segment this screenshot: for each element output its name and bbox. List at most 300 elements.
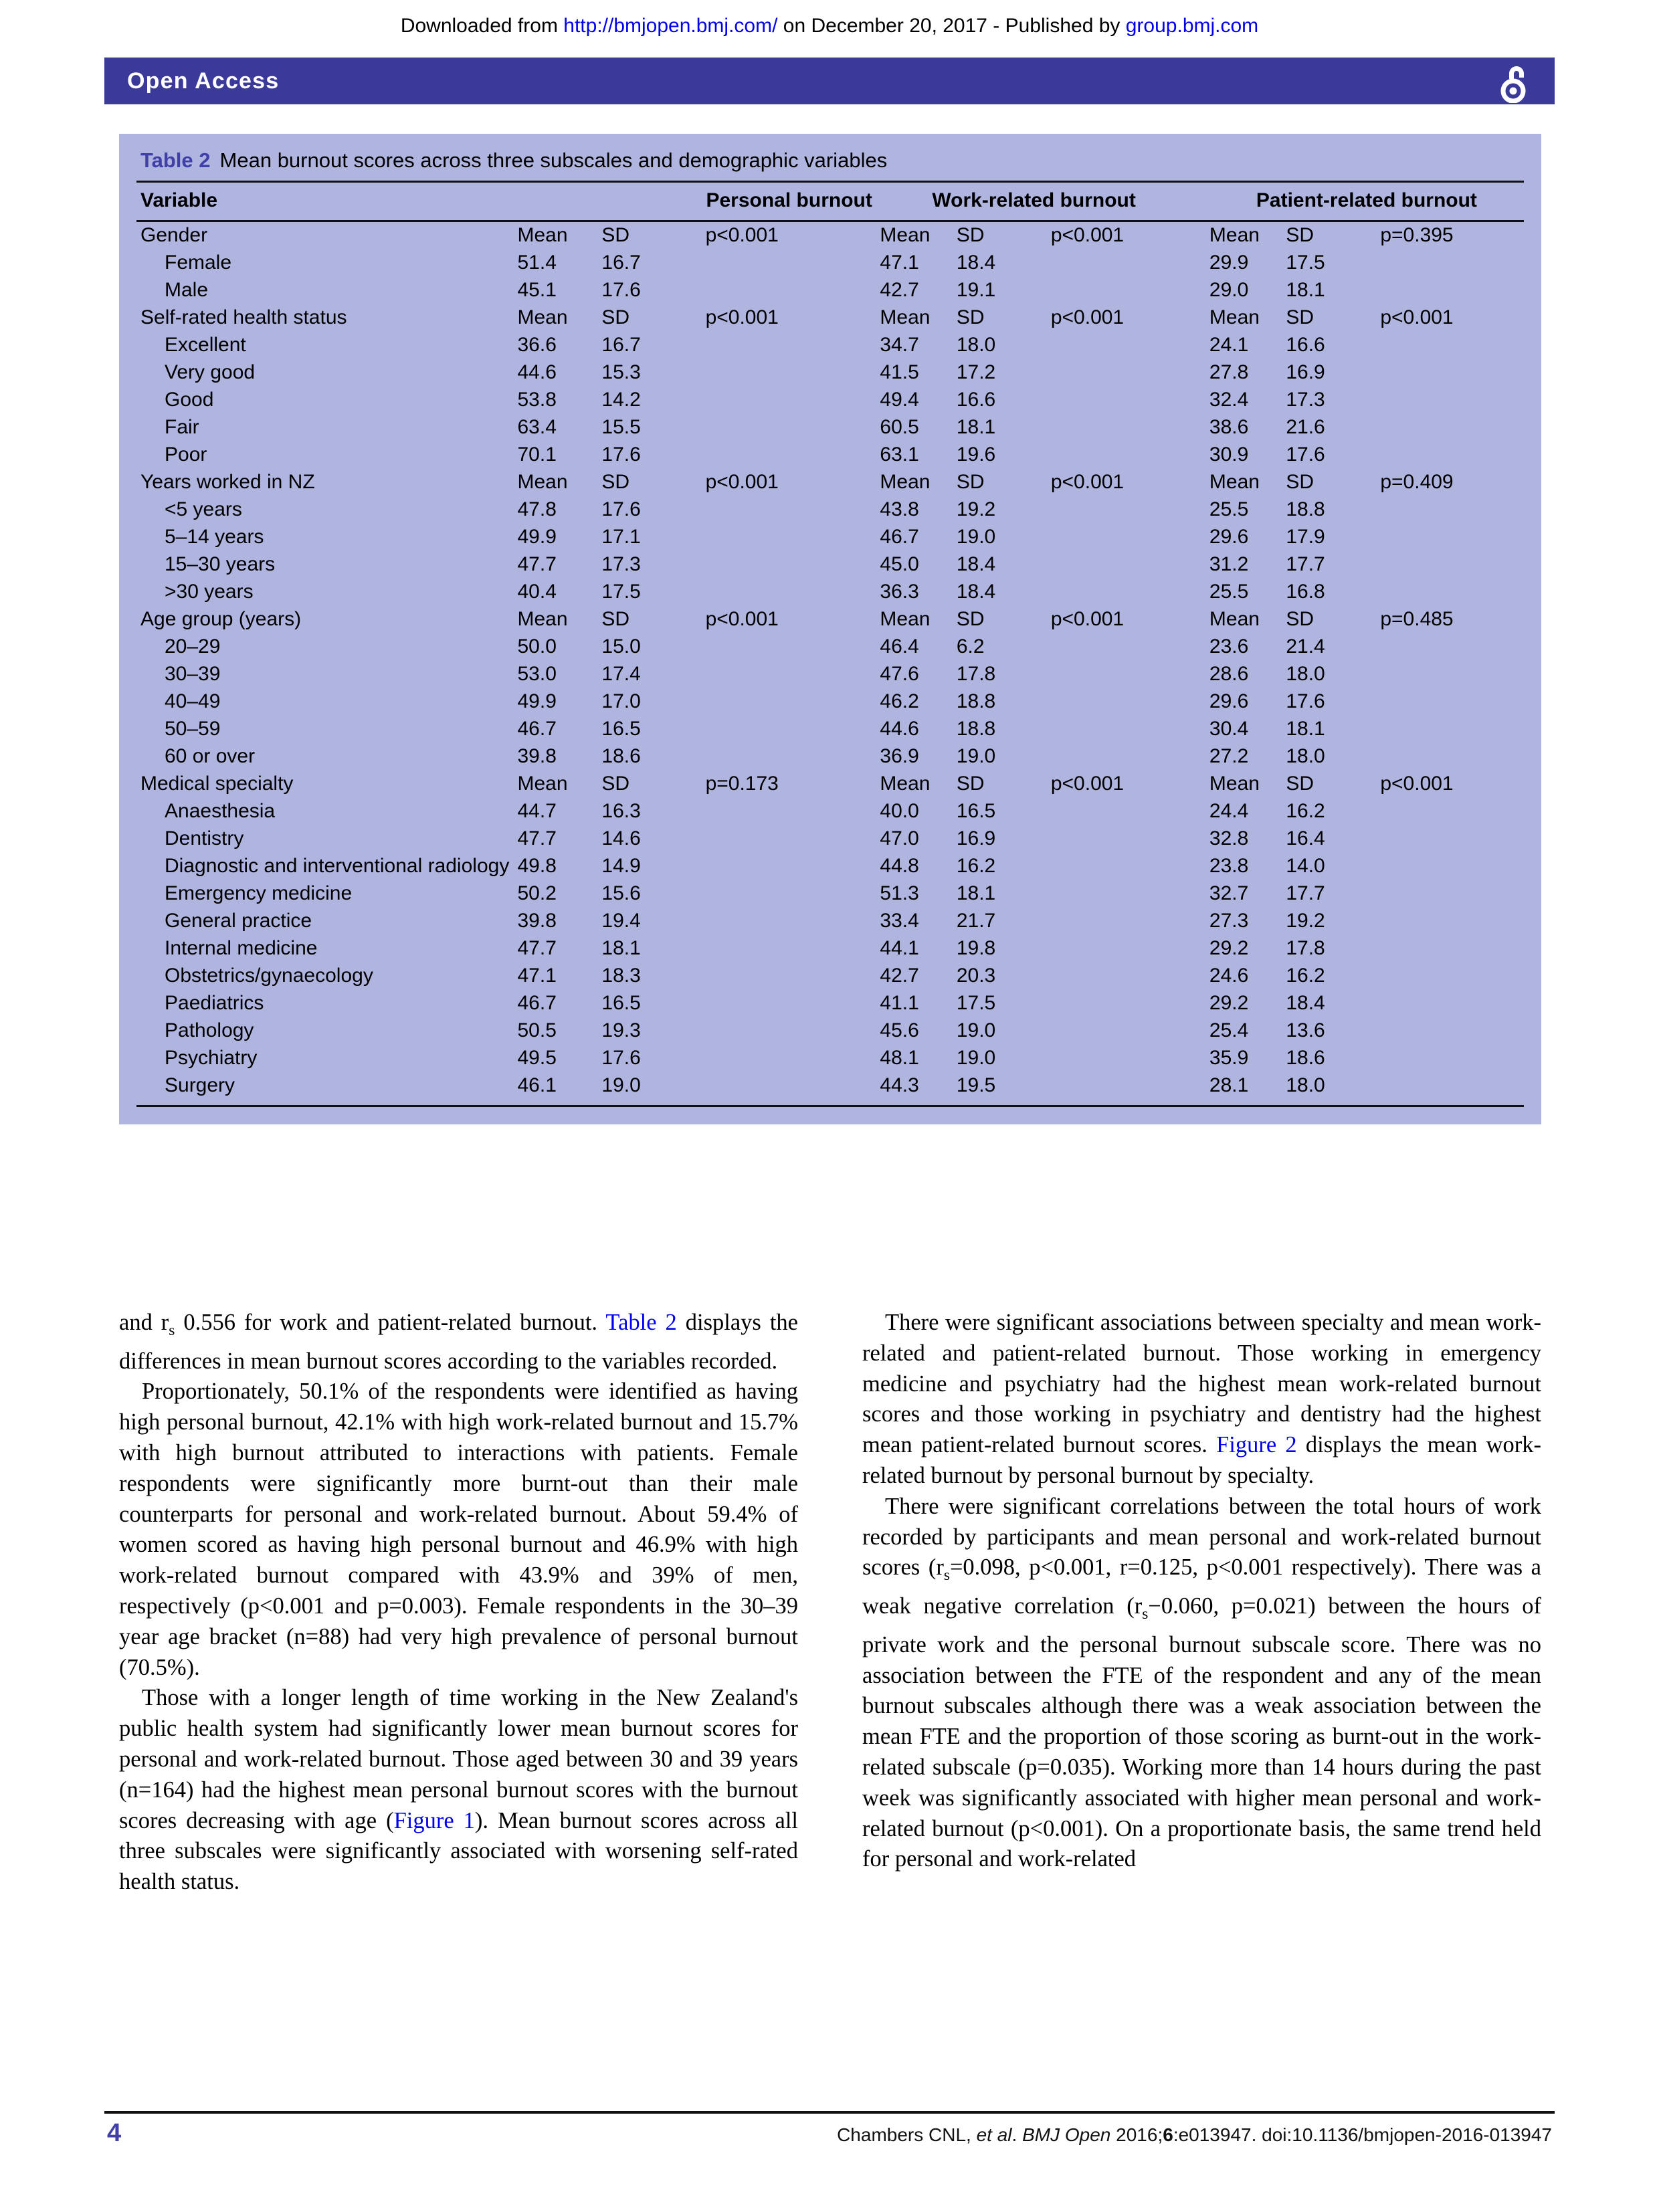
- cell-p: [706, 1045, 880, 1072]
- cell-sd3: 17.6: [1286, 690, 1325, 712]
- table-group-row: [136, 771, 1524, 798]
- cell-sd3: 16.9: [1286, 361, 1325, 383]
- cell-sd: 16.7: [601, 334, 641, 356]
- table-row: [136, 359, 1524, 387]
- cell-sd3: 18.0: [1286, 663, 1325, 685]
- cell-m3: 29.0: [1209, 279, 1249, 301]
- cell-m3: Mean: [1209, 471, 1260, 493]
- cell-p3: [1380, 880, 1524, 908]
- cell-sd2: 17.8: [956, 663, 996, 685]
- cell-p2: [1051, 414, 1209, 441]
- cell-p3: p=0.395: [1380, 224, 1454, 246]
- cell-m2: Mean: [880, 471, 931, 493]
- cell-p2: [1051, 1017, 1209, 1045]
- col-header-patient-related-burnout: Patient-related burnout: [1209, 182, 1524, 221]
- burnout-scores-table: [136, 181, 1524, 1107]
- table-row: [136, 908, 1524, 935]
- cell-m: 53.8: [517, 389, 557, 411]
- cell-p2: [1051, 661, 1209, 688]
- cell-sd3: 17.9: [1286, 526, 1325, 548]
- cell-m2: 46.4: [880, 635, 919, 658]
- cell-sd3: 17.7: [1286, 553, 1325, 575]
- cell-p3: [1380, 798, 1524, 825]
- cell-sd3: 17.7: [1286, 882, 1325, 904]
- cell-sd3: 17.6: [1286, 443, 1325, 466]
- table-caption: [136, 148, 1524, 181]
- cell-p2: [1051, 716, 1209, 743]
- cell-p: p<0.001: [705, 471, 779, 493]
- cell-sd3: 17.3: [1286, 389, 1325, 411]
- cell-p2: [1051, 880, 1209, 908]
- paragraph-continuation: [119, 1308, 798, 1377]
- table-row: [136, 880, 1524, 908]
- cell-sd3: 18.8: [1286, 498, 1325, 520]
- footer-divider: [104, 2111, 1555, 2114]
- cell-m2: Mean: [880, 608, 931, 630]
- table-row: [136, 633, 1524, 661]
- cell-sd3: SD: [1286, 471, 1314, 493]
- cell-m3: 25.5: [1209, 581, 1249, 603]
- cell-p: p=0.173: [705, 773, 779, 795]
- table-row: [136, 716, 1524, 743]
- row-label: 30–39: [165, 663, 221, 685]
- download-banner-prefix: Downloaded from: [400, 15, 564, 37]
- cell-m2: 47.6: [880, 663, 919, 685]
- cell-p: [706, 524, 880, 551]
- cell-p: [706, 249, 880, 277]
- cell-m2: 51.3: [880, 882, 919, 904]
- cell-p: p<0.001: [705, 608, 779, 630]
- cell-sd2: 19.0: [956, 526, 996, 548]
- cell-sd: 17.6: [601, 279, 641, 301]
- cell-m: 49.9: [517, 690, 557, 712]
- table-group-row: [136, 606, 1524, 633]
- cell-m2: 47.1: [880, 252, 919, 274]
- table-row: [136, 963, 1524, 990]
- p1-part-b: 0.556 for work and patient-related burnout.: [175, 1310, 606, 1335]
- cell-m: 36.6: [517, 334, 557, 356]
- cell-m2: 42.7: [880, 279, 919, 301]
- cell-p: [706, 853, 880, 880]
- bmjopen-link[interactable]: http://bmjopen.bmj.com/: [563, 15, 778, 37]
- cell-sd2: 18.8: [956, 718, 996, 740]
- cell-sd: SD: [601, 306, 630, 328]
- cell-m3: 29.9: [1209, 252, 1249, 274]
- open-padlock-icon: [1500, 62, 1537, 103]
- cell-m2: 44.1: [880, 937, 919, 959]
- cell-sd: 17.0: [601, 690, 641, 712]
- cell-m: Mean: [517, 306, 568, 328]
- row-label: <5 years: [165, 498, 242, 520]
- cell-sd2: 16.9: [956, 827, 996, 849]
- table-row: [136, 387, 1524, 414]
- cell-p: [706, 332, 880, 359]
- cell-sd3: 16.2: [1286, 965, 1325, 987]
- cell-sd: 15.6: [601, 882, 641, 904]
- col-header-variable: Variable: [136, 182, 517, 221]
- cell-p2: p<0.001: [1050, 306, 1125, 328]
- table-caption-text: Mean burnout scores across three subscales and demographic variables: [219, 148, 888, 172]
- table-group-row: [136, 469, 1524, 496]
- cell-m2: 41.5: [880, 361, 919, 383]
- right-text-column: [862, 1308, 1541, 1875]
- row-label: Diagnostic and interventional radiology: [165, 855, 510, 877]
- cell-p3: [1380, 716, 1524, 743]
- cell-m2: 42.7: [880, 965, 919, 987]
- cell-p3: [1380, 249, 1524, 277]
- row-label: Surgery: [136, 1072, 517, 1106]
- table-row: [136, 743, 1524, 771]
- cell-sd3: SD: [1286, 608, 1314, 630]
- cell-sd3: 19.2: [1286, 910, 1325, 932]
- table-2-reference-link[interactable]: Table 2: [605, 1310, 677, 1335]
- cell-m: 39.8: [517, 910, 557, 932]
- cell-p2: [1051, 825, 1209, 853]
- cell-p3: [1380, 908, 1524, 935]
- cell-p3: p<0.001: [1380, 306, 1454, 328]
- cell-p2: [1051, 496, 1209, 524]
- cell-m2: 33.4: [880, 910, 919, 932]
- table-row: [136, 798, 1524, 825]
- table-row: [136, 441, 1524, 469]
- cell-m: 50.2: [517, 882, 557, 904]
- cell-p: [706, 880, 880, 908]
- cell-m2: 40.0: [880, 800, 919, 822]
- table-head: [136, 182, 1524, 221]
- cell-m3: 24.6: [1209, 965, 1249, 987]
- cell-m3: 28.6: [1209, 663, 1249, 685]
- row-label: Very good: [165, 361, 256, 383]
- cell-m2: 45.0: [880, 553, 919, 575]
- cell-m3: 27.2: [1209, 745, 1249, 767]
- cell-m: 40.4: [517, 581, 557, 603]
- r1-part-b: displays the mean work-related burnout by personal burnout by specialty.: [862, 1432, 1542, 1488]
- cell-p3: [1380, 277, 1524, 304]
- cell-m2: 41.1: [880, 992, 919, 1014]
- cell-sd2: 19.0: [956, 745, 996, 767]
- cell-m3: 31.2: [1209, 553, 1249, 575]
- cell-p2: [1051, 743, 1209, 771]
- cell-sd2: 16.6: [956, 389, 996, 411]
- open-access-bar: [104, 58, 1555, 104]
- cell-p3: [1380, 743, 1524, 771]
- cell-sd: 18.1: [601, 937, 641, 959]
- cell-m2: 44.6: [880, 718, 919, 740]
- row-label: >30 years: [165, 581, 254, 603]
- cell-sd: SD: [601, 608, 630, 630]
- cell-p2: [1051, 935, 1209, 963]
- cell-p: [706, 551, 880, 579]
- cell-sd: 17.6: [601, 498, 641, 520]
- cell-sd3: 21.6: [1286, 416, 1325, 438]
- table-row: [136, 990, 1524, 1017]
- cell-m3: Mean: [1209, 773, 1260, 795]
- table-row: [136, 1072, 1524, 1106]
- cell-sd2: SD: [956, 224, 985, 246]
- p3-part-a: Those with a longer length of time working in the New Zealand's public health system had significantly lower mean burnout scores for personal and work-related burnout. Those aged between 30 and 39 years (n=164) had the highest mean personal burnout scores with the burnout scores decreasing with age (: [119, 1685, 798, 1833]
- citation-sep: .: [1011, 2124, 1023, 2145]
- cell-m2: 44.8: [880, 855, 919, 877]
- row-label: 15–30 years: [165, 553, 276, 575]
- cell-sd3: 13.6: [1286, 1019, 1325, 1041]
- cell-sd2: 19.5: [957, 1072, 1051, 1106]
- cell-sd3: 16.8: [1286, 581, 1325, 603]
- cell-p: [706, 1072, 880, 1106]
- citation-etal: et al: [976, 2124, 1012, 2145]
- cell-m3: 32.8: [1209, 827, 1249, 849]
- cell-p: [706, 908, 880, 935]
- cell-sd3: 18.0: [1286, 1072, 1380, 1106]
- cell-p2: [1051, 990, 1209, 1017]
- citation-journal: BMJ Open: [1022, 2124, 1111, 2145]
- table-group-row: [136, 304, 1524, 332]
- cell-p3: [1380, 524, 1524, 551]
- figure-2-reference-link[interactable]: Figure 2: [1216, 1432, 1297, 1458]
- cell-sd2: 19.0: [956, 1019, 996, 1041]
- cell-p: [706, 1017, 880, 1045]
- cell-p2: [1051, 359, 1209, 387]
- cell-sd: 15.3: [601, 361, 641, 383]
- cell-p3: [1380, 853, 1524, 880]
- cell-m2: 43.8: [880, 498, 919, 520]
- cell-sd3: 21.4: [1286, 635, 1325, 658]
- cell-p2: p<0.001: [1050, 224, 1125, 246]
- cell-p2: [1051, 387, 1209, 414]
- cell-p2: [1051, 441, 1209, 469]
- row-label: Fair: [165, 416, 199, 438]
- cell-m: 53.0: [517, 663, 557, 685]
- cell-sd2: 18.4: [956, 252, 996, 274]
- p1-subscript: s: [169, 1321, 175, 1339]
- cell-sd: 17.6: [601, 1047, 641, 1069]
- table-row: [136, 688, 1524, 716]
- cell-p3: p=0.485: [1380, 608, 1454, 630]
- cell-m: 46.7: [517, 718, 557, 740]
- cell-sd: SD: [601, 471, 630, 493]
- cell-m2: 46.7: [880, 526, 919, 548]
- r2-subscript-2: s: [1142, 1605, 1149, 1623]
- cell-sd2: 18.1: [956, 416, 996, 438]
- cell-m3: 30.9: [1209, 443, 1249, 466]
- cell-m3: Mean: [1209, 608, 1260, 630]
- cell-sd: 17.5: [601, 581, 641, 603]
- cell-m: 63.4: [517, 416, 557, 438]
- cell-m3: 29.2: [1209, 992, 1249, 1014]
- cell-sd2: 20.3: [956, 965, 996, 987]
- cell-p2: [1051, 277, 1209, 304]
- cell-p2: [1051, 798, 1209, 825]
- cell-m3: 38.6: [1209, 416, 1249, 438]
- cell-p3: [1380, 387, 1524, 414]
- paragraph-specialty-associations: [862, 1308, 1541, 1492]
- cell-sd3: 18.0: [1286, 745, 1325, 767]
- paragraph-length-of-time: [119, 1683, 798, 1898]
- cell-p2: [1051, 579, 1209, 606]
- cell-m2: 60.5: [880, 416, 919, 438]
- cell-m: 47.8: [517, 498, 557, 520]
- group-label: Self-rated health status: [140, 306, 347, 328]
- p1-part-c: displays the differences in mean burnout scores according to the variables recorded.: [119, 1310, 798, 1374]
- row-label: General practice: [165, 910, 312, 932]
- group-label: Years worked in NZ: [140, 471, 315, 493]
- cell-sd2: 19.8: [956, 937, 996, 959]
- cell-p2: p<0.001: [1050, 471, 1125, 493]
- table-row: [136, 332, 1524, 359]
- cell-sd2: 17.5: [956, 992, 996, 1014]
- r1-part-a: There were significant associations between specialty and mean work-related and patient-related burnout. Those working in emergency medicine and psychiatry had the highest mean work-related burnout scores and those working in psychiatry and dentistry had the highest mean patient-related burnout scores.: [862, 1310, 1541, 1458]
- cell-p: [706, 661, 880, 688]
- table-body: [136, 221, 1524, 1106]
- cell-sd2: 18.1: [956, 882, 996, 904]
- cell-p2: [1051, 332, 1209, 359]
- download-banner-middle: on December 20, 2017 - Published by: [777, 15, 1126, 37]
- paragraph-correlations: [862, 1492, 1541, 1875]
- table-row: [136, 249, 1524, 277]
- cell-m: 39.8: [517, 745, 557, 767]
- cell-sd: 16.5: [601, 992, 641, 1014]
- cell-m3: 32.7: [1209, 882, 1249, 904]
- cell-m: 49.8: [517, 855, 557, 877]
- cell-sd: 18.6: [601, 745, 641, 767]
- download-banner: [0, 15, 1659, 37]
- citation-year: 2016;: [1110, 2124, 1163, 2145]
- r2-part-b: =0.098, p<0.001, r=0.125, p<0.001 respectively). There was a weak negative correlation (r: [862, 1554, 1541, 1619]
- cell-p3: [1380, 332, 1524, 359]
- cell-sd: 16.5: [601, 718, 641, 740]
- cell-sd2: 19.2: [956, 498, 996, 520]
- cell-sd3: SD: [1286, 773, 1314, 795]
- cell-m2: 36.9: [880, 745, 919, 767]
- table-row: [136, 551, 1524, 579]
- cell-m2: 47.0: [880, 827, 919, 849]
- p3-part-b: ). Mean burnout scores across all three subscales were significantly associated with worsening self-rated health status.: [119, 1807, 798, 1895]
- cell-sd2: 19.0: [956, 1047, 996, 1069]
- cell-m: 47.1: [517, 965, 557, 987]
- cell-sd2: 16.2: [956, 855, 996, 877]
- cell-m2: Mean: [880, 224, 931, 246]
- cell-m3: 23.6: [1209, 635, 1249, 658]
- table-row: [136, 1017, 1524, 1045]
- cell-p3: [1380, 496, 1524, 524]
- cell-m: 49.9: [517, 526, 557, 548]
- article-body: [119, 1308, 1541, 2064]
- cell-sd2: SD: [956, 306, 985, 328]
- cell-sd3: SD: [1286, 224, 1314, 246]
- cell-sd: 17.6: [601, 443, 641, 466]
- cell-sd: 19.4: [601, 910, 641, 932]
- cell-sd2: 21.7: [956, 910, 996, 932]
- cell-sd3: 18.1: [1286, 718, 1325, 740]
- cell-sd2: 6.2: [956, 635, 985, 658]
- cell-p2: [1051, 963, 1209, 990]
- cell-m: 50.0: [517, 635, 557, 658]
- cell-sd2: 18.0: [956, 334, 996, 356]
- cell-p2: [1051, 249, 1209, 277]
- row-label: Emergency medicine: [165, 882, 353, 904]
- row-label: Male: [165, 279, 209, 301]
- table-row: [136, 1045, 1524, 1072]
- group-bmj-link[interactable]: group.bmj.com: [1125, 15, 1259, 37]
- citation-authors: Chambers CNL,: [837, 2124, 977, 2145]
- cell-p: [706, 441, 880, 469]
- p1-part-a: and r: [119, 1310, 169, 1335]
- row-label: 40–49: [165, 690, 221, 712]
- cell-p2: p<0.001: [1050, 608, 1125, 630]
- table-row: [136, 524, 1524, 551]
- cell-m: 70.1: [517, 443, 557, 466]
- cell-sd: SD: [601, 224, 630, 246]
- cell-p: p<0.001: [705, 306, 779, 328]
- cell-p: [706, 798, 880, 825]
- cell-sd2: 17.2: [956, 361, 996, 383]
- cell-sd2: SD: [956, 471, 985, 493]
- cell-sd2: 16.5: [956, 800, 996, 822]
- cell-sd: 16.7: [601, 252, 641, 274]
- cell-p: [706, 633, 880, 661]
- cell-p3: [1380, 441, 1524, 469]
- page-number: 4: [107, 2119, 122, 2147]
- cell-m2: 46.2: [880, 690, 919, 712]
- cell-sd2: 18.4: [956, 581, 996, 603]
- cell-p: [706, 496, 880, 524]
- cell-m3: 23.8: [1209, 855, 1249, 877]
- cell-p3: [1380, 1072, 1524, 1106]
- cell-p3: [1380, 551, 1524, 579]
- cell-p3: [1380, 579, 1524, 606]
- figure-1-reference-link[interactable]: Figure 1: [393, 1807, 475, 1833]
- paragraph-proportionately: Proportionately, 50.1% of the respondents were identified as having high personal burnout, 42.1% with high work-related burnout and 15.7% with high burnout attributed to interactions with patients. Female respondents were significantly more burnt-out than their male counterparts for personal and work-related burnout. About 59.4% of women scored as having high personal burnout and 46.9% with high work-related burnout compared with 43.9% and 39% of men, respectively (p<0.001 and p=0.003). Female respondents in the 30–39 year age bracket (n=88) had very high prevalence of personal burnout (70.5%).: [119, 1379, 798, 1680]
- cell-sd2: 18.8: [956, 690, 996, 712]
- cell-p: [706, 990, 880, 1017]
- cell-m3: 29.6: [1209, 690, 1249, 712]
- cell-p: [706, 963, 880, 990]
- group-label: Gender: [140, 224, 208, 246]
- cell-sd2: SD: [956, 608, 985, 630]
- cell-m: Mean: [517, 773, 568, 795]
- group-label: Age group (years): [140, 608, 302, 630]
- cell-sd: 17.1: [601, 526, 641, 548]
- row-label: Internal medicine: [165, 937, 318, 959]
- cell-sd3: 17.8: [1286, 937, 1325, 959]
- group-label: Medical specialty: [140, 773, 294, 795]
- cell-p3: [1380, 1017, 1524, 1045]
- table-header-row: [136, 182, 1524, 221]
- cell-sd: 15.0: [601, 635, 641, 658]
- cell-sd3: 16.2: [1286, 800, 1325, 822]
- left-text-column: [119, 1308, 798, 1898]
- cell-m3: Mean: [1209, 306, 1260, 328]
- cell-m3: 28.1: [1209, 1072, 1286, 1106]
- row-label: Poor: [165, 443, 207, 466]
- cell-m3: 30.4: [1209, 718, 1249, 740]
- table-row: [136, 853, 1524, 880]
- cell-m: 46.7: [517, 992, 557, 1014]
- row-label: Anaesthesia: [165, 800, 276, 822]
- cell-m2: 36.3: [880, 581, 919, 603]
- cell-m3: 29.2: [1209, 937, 1249, 959]
- row-label: Good: [165, 389, 214, 411]
- cell-sd: 14.6: [601, 827, 641, 849]
- cell-m: 44.7: [517, 800, 557, 822]
- cell-m3: 29.6: [1209, 526, 1249, 548]
- r2-subscript-1: s: [943, 1567, 950, 1585]
- cell-p3: p<0.001: [1380, 773, 1454, 795]
- cell-m3: 27.3: [1209, 910, 1249, 932]
- cell-sd: 14.9: [601, 855, 641, 877]
- cell-p: p<0.001: [705, 224, 779, 246]
- cell-p3: [1380, 963, 1524, 990]
- cell-sd: 15.5: [601, 416, 641, 438]
